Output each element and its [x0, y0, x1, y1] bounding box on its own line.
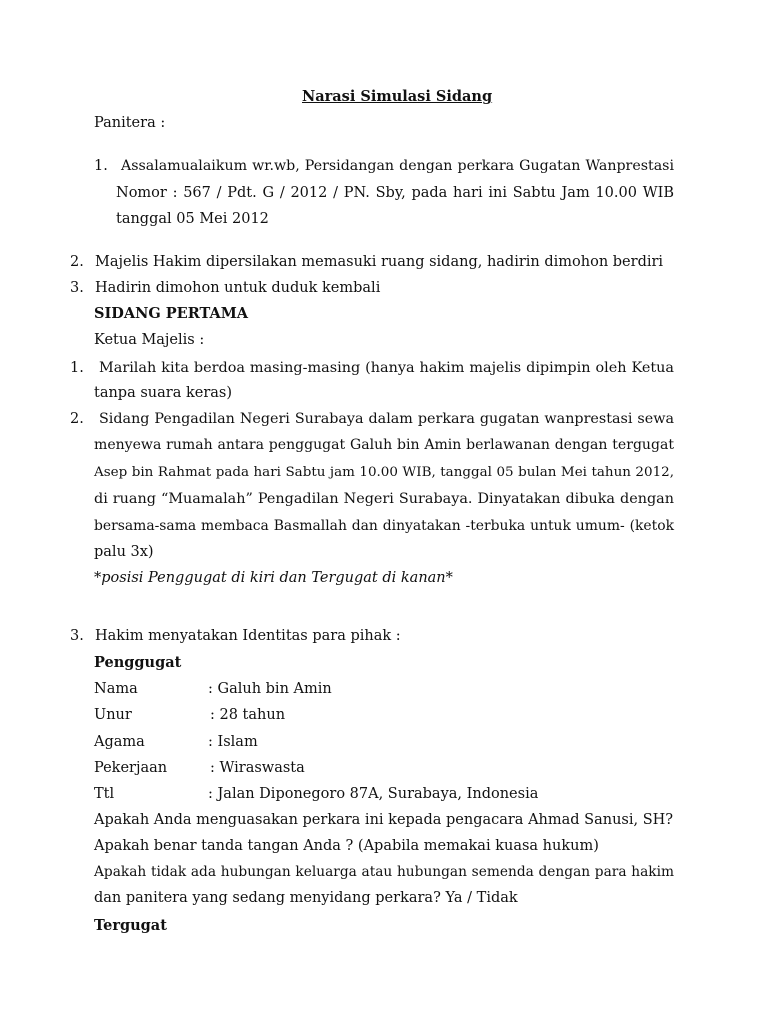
k2-line-2 [94, 436, 674, 454]
identity-label: Agama [94, 734, 145, 750]
identity-label: Unur [94, 707, 132, 723]
p1-line-3: tanggal 05 Mei 2012 [116, 211, 269, 227]
k2-line-1 [99, 410, 674, 428]
position-note: *posisi Penggugat di kiri dan Tergugat di kanan* [94, 570, 453, 586]
k1-line-2: tanpa suara keras) [94, 385, 232, 401]
k2-line-5 [94, 517, 674, 535]
p1-line-2-text: Nomor : 567 / Pdt. G / 2012 / PN. Sby, pada hari ini Sabtu Jam 10.00 WIB [116, 185, 674, 201]
p2-number: 2. [70, 254, 84, 270]
identity-value: : Jalan Diponegoro 87A, Surabaya, Indonesia [208, 786, 539, 802]
p1-line-1 [121, 157, 674, 175]
k2-line-3-text: Asep bin Rahmat pada hari Sabtu jam 10.00 WIB, tanggal 05 bulan Mei tahun 2012, [94, 464, 674, 480]
p1-line-1-text: Assalamualaikum wr.wb, Persidangan dengan perkara Gugatan Wanprestasi [121, 158, 674, 174]
k2-line-4 [94, 490, 674, 508]
k2-line-2-text: menyewa rumah antara penggugat Galuh bin Amin berlawanan dengan tergugat [94, 437, 674, 453]
p3-number: 3. [70, 280, 84, 296]
identity-value: : Galuh bin Amin [208, 681, 332, 697]
k1-number: 1. [70, 360, 84, 376]
identity-label: Ttl [94, 786, 115, 802]
k3-number: 3. [70, 628, 84, 644]
k2-line-3 [94, 463, 674, 481]
p3-text: Hadirin dimohon untuk duduk kembali [95, 280, 381, 296]
k2-line-6: palu 3x) [94, 544, 154, 560]
k2-line-5-text: bersama-sama membaca Basmallah dan dinyatakan -terbuka untuk umum- (ketok [94, 518, 674, 534]
k2-line-1-text: Sidang Pengadilan Negeri Surabaya dalam perkara gugatan wanprestasi sewa [99, 411, 674, 427]
k1-line-1-text: Marilah kita berdoa masing-masing (hanya hakim majelis dipimpin oleh Ketua [99, 360, 674, 376]
document-title: Narasi Simulasi Sidang [302, 88, 493, 105]
penggugat-heading: Penggugat [94, 654, 182, 671]
k2-line-4-text: di ruang “Muamalah” Pengadilan Negeri Surabaya. Dinyatakan dibuka dengan [94, 491, 674, 507]
k3-text: Hakim menyatakan Identitas para pihak : [95, 628, 401, 644]
identity-value: : Islam [208, 734, 258, 750]
p2-text: Majelis Hakim dipersilakan memasuki ruang sidang, hadirin dimohon berdiri [95, 254, 664, 270]
ketua-majelis-label: Ketua Majelis : [94, 332, 205, 348]
identity-value: : Wiraswasta [210, 760, 305, 776]
k1-line-1 [99, 359, 674, 377]
sidang-pertama-heading: SIDANG PERTAMA [94, 305, 249, 322]
identity-value: : 28 tahun [210, 707, 286, 723]
identity-label: Nama [94, 681, 138, 697]
tergugat-heading: Tergugat [94, 917, 167, 934]
question-3-line-1-text: Apakah tidak ada hubungan keluarga atau hubungan semenda dengan para hakim [94, 864, 674, 880]
k2-number: 2. [70, 411, 84, 427]
panitera-label: Panitera : [94, 115, 166, 131]
question-1: Apakah Anda menguasakan perkara ini kepada pengacara Ahmad Sanusi, SH? [94, 812, 674, 828]
question-2: Apakah benar tanda tangan Anda ? (Apabila memakai kuasa hukum) [94, 838, 599, 854]
p1-line-2 [116, 184, 674, 202]
question-3-line-2: dan panitera yang sedang menyidang perkara? Ya / Tidak [94, 890, 518, 906]
question-3-line-1 [94, 863, 674, 881]
identity-label: Pekerjaan [94, 760, 168, 776]
p1-number: 1. [94, 158, 108, 174]
